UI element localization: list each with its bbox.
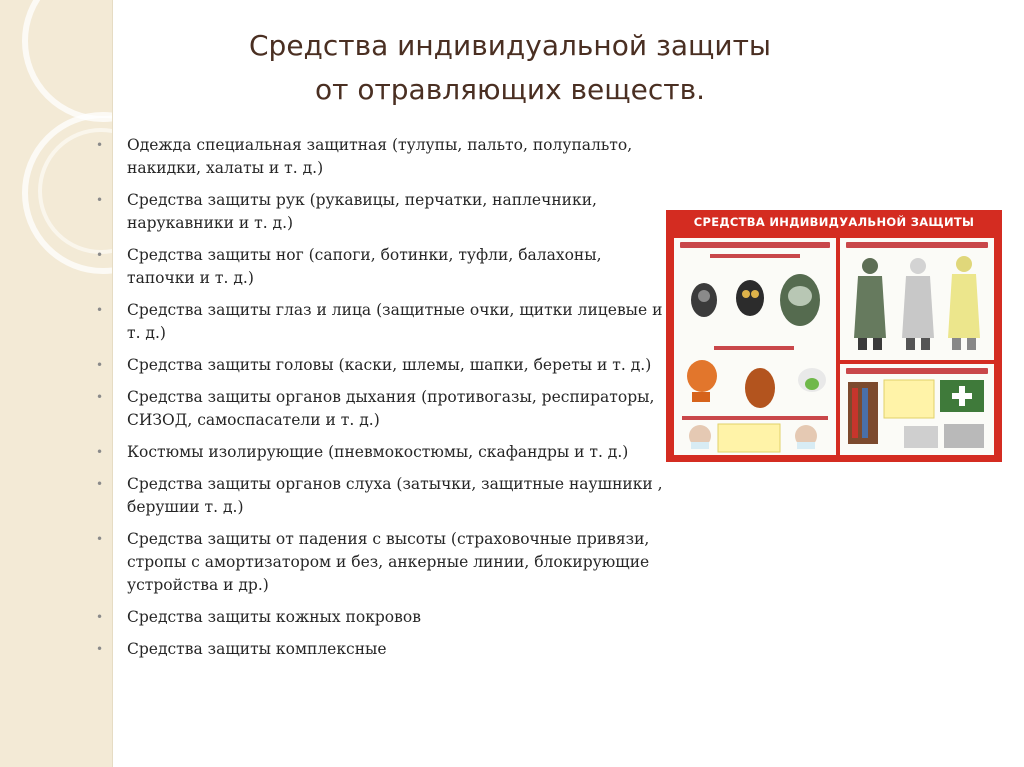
bullet-item: • Средства защиты глаз и лица (защитные очки, щитки лицевые и т. д.) [110,299,670,345]
bullet-item: • Средства защиты комплексные [110,638,670,661]
slide-title-line-1: Средства индивидуальной защиты [249,29,771,62]
poster-panel-suits [840,238,994,360]
bullet-list [110,134,670,661]
bullet-item: • Средства защиты органов дыхания (противогазы, респираторы, СИЗОД, самоспасатели и т. д.) [110,386,670,432]
bullet-item: • Средства защиты головы (каски, шлемы, шапки, береты и т. д.) [110,354,670,377]
respirator-illustrations [674,238,836,455]
poster-title: СРЕДСТВА ИНДИВИДУАЛЬНОЙ ЗАЩИТЫ [693,215,975,229]
first-aid-illustrations [840,364,994,455]
bullet-item: • Средства защиты ног (сапоги, ботинки, туфли, балахоны, тапочки и т. д.) [110,244,670,290]
bullet-item: • Средства защиты кожных покровов [110,606,670,629]
bullet-item: • Средства защиты от падения с высоты (страховочные привязи, стропы с амортизатором и без, анкерные линии, блокирующие устройства и др.) [110,528,670,597]
slide-title-line-2: от отравляющих веществ. [314,73,705,106]
bullet-item: • Средства защиты рук (рукавицы, перчатки, наплечники, нарукавники и т. д.) [110,189,670,235]
poster-panel-first-aid [840,364,994,455]
bullet-item: • Одежда специальная защитная (тулупы, пальто, полупальто, накидки, халаты и т. д.) [110,134,670,180]
ppe-poster-image [666,210,1002,462]
bullet-item: • Средства защиты органов слуха (затычки, защитные наушники , берушии т. д.) [110,473,670,519]
bullet-item: • Костюмы изолирующие (пневмокостюмы, скафандры и т. д.) [110,441,670,464]
decorative-ring [22,0,113,122]
protective-suit-illustrations [840,238,994,360]
poster-panel-respiratory [674,238,836,455]
slide-title [190,24,830,112]
